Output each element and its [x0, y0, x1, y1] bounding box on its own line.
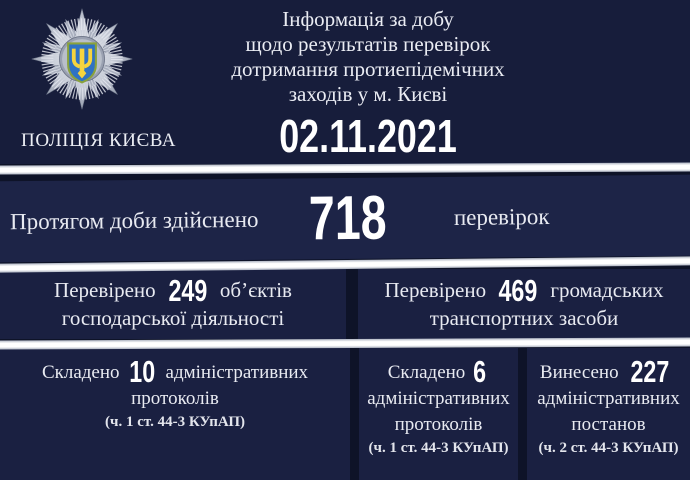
stat-transport-prefix: Перевірено — [384, 278, 487, 302]
detail-1-line-1 — [0, 354, 350, 389]
detail-box-resolutions — [527, 348, 690, 480]
detail-box-protocols-business — [0, 348, 350, 480]
stat-box-businesses — [0, 269, 346, 339]
stat-businesses-line-1 — [0, 273, 346, 308]
detail-box-protocols-transport — [359, 348, 518, 480]
detail-2-line-3: протоколів — [394, 414, 483, 435]
stats-row — [0, 269, 690, 339]
details-row — [0, 348, 690, 480]
summary-count: 718 — [309, 183, 388, 253]
detail-3-count: 227 — [630, 354, 670, 389]
stat-businesses-line-2: господарської діяльності — [61, 306, 285, 330]
detail-1-law-reference: (ч. 1 ст. 44-3 КУпАП) — [105, 414, 245, 430]
summary-suffix: перевірок — [453, 203, 550, 230]
stat-businesses-count: 249 — [168, 273, 208, 308]
police-logo-caption: ПОЛІЦІЯ КИЄВА — [21, 130, 177, 151]
detail-1-count: 10 — [129, 354, 156, 389]
report-title-line-1: Інформація за добу — [282, 7, 454, 31]
detail-3-prefix: Винесено — [539, 362, 619, 383]
detail-3-line-2: адміністративних — [537, 388, 680, 409]
detail-1-prefix: Складено — [41, 362, 120, 383]
detail-3-law-reference: (ч. 2 ст. 44-3 КУпАП) — [538, 440, 679, 456]
detail-3-line-1 — [527, 354, 690, 389]
stat-businesses-prefix: Перевірено — [54, 278, 156, 302]
detail-2-line-2: адміністративних — [367, 388, 510, 409]
summary-band — [0, 175, 690, 263]
summary-prefix: Протягом доби здійснено — [9, 206, 259, 234]
report-date: 02.11.2021 — [279, 110, 457, 162]
detail-2-count: 6 — [473, 354, 487, 389]
report-title-line-2: щодо результатів перевірок — [245, 32, 491, 56]
stat-transport-line-1 — [358, 273, 690, 308]
header-section — [0, 0, 690, 164]
report-title-line-3: дотримання протиепідемічних — [231, 57, 505, 81]
stat-box-transport — [358, 269, 690, 339]
detail-2-prefix: Складено — [387, 362, 466, 383]
detail-2-law-reference: (ч. 1 ст. 44-3 КУпАП) — [368, 440, 509, 456]
stat-transport-suffix: громадських — [550, 278, 664, 302]
summary-band-area — [0, 173, 690, 260]
stat-transport-line-2: транспортних засоби — [429, 306, 619, 330]
report-title-block — [198, 7, 538, 162]
detail-2-line-1 — [359, 354, 518, 389]
detail-1-suffix: адміністративних — [165, 362, 309, 383]
report-title-line-4: заходів у м. Києві — [288, 82, 448, 106]
detail-3-line-3: постанов — [571, 414, 646, 435]
police-badge-icon — [30, 7, 134, 111]
stat-businesses-suffix: об’єктів — [219, 278, 292, 302]
stat-transport-count: 469 — [498, 273, 538, 308]
detail-1-line-2: протоколів — [131, 388, 219, 409]
